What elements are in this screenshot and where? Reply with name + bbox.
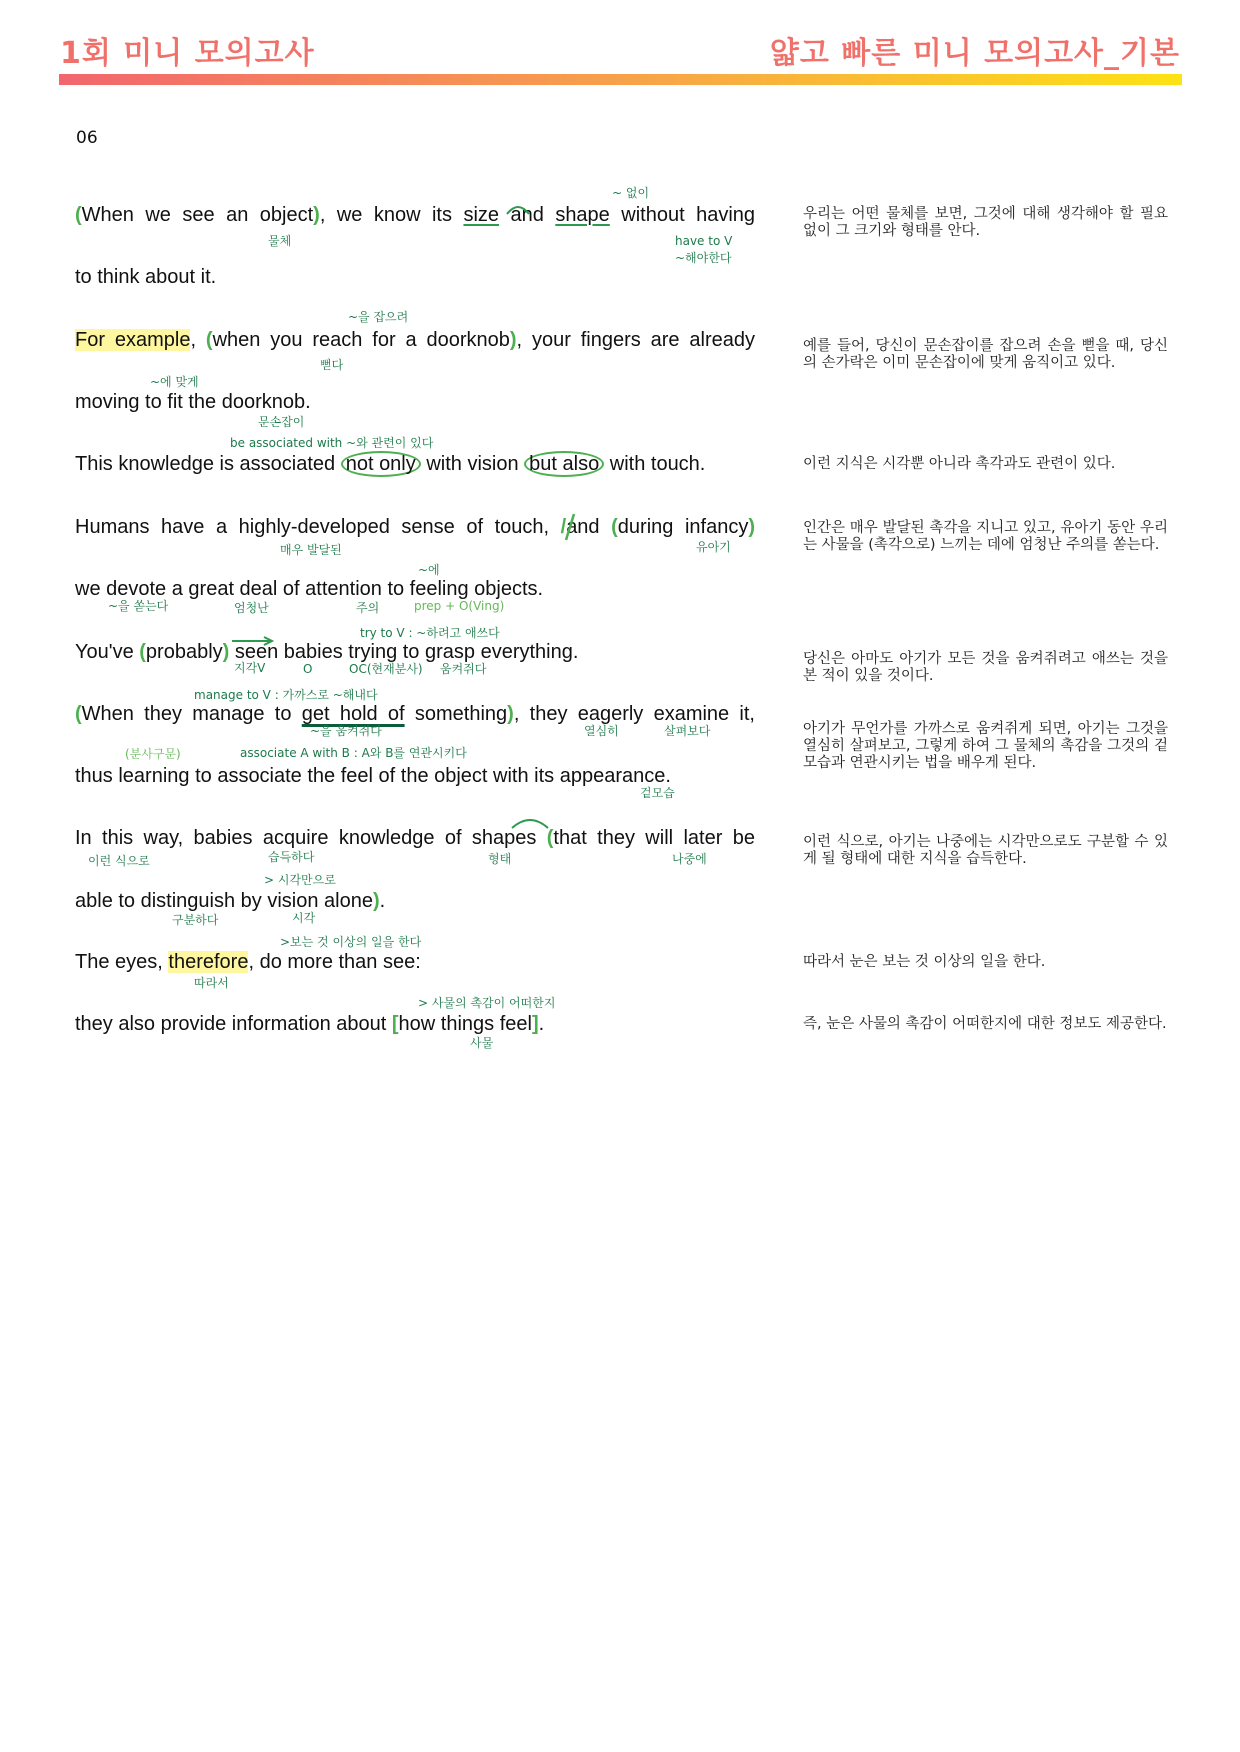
annotation: 매우 발달된 [280, 543, 342, 557]
annotation: have to V [675, 234, 733, 248]
annotation: 주의 [356, 601, 380, 615]
korean-translation-6: 아기가 무언가를 가까스로 움켜쥐게 되면, 아기는 그것을 열심히 살펴보고, 그렇게 하여 그 물체의 촉감을 그것의 겉모습과 연관시키는 법을 배우게 된다. [803, 721, 1168, 771]
annotation: 따라서 [194, 976, 229, 990]
annotation: >보는 것 이상의 일을 한다 [280, 935, 422, 949]
annotation: ~을 잡으려 [348, 310, 409, 324]
annotation: 문손잡이 [258, 415, 305, 429]
korean-translation-3: 이런 지식은 시각뿐 아니라 촉각과도 관련이 있다. [803, 456, 1116, 472]
header-right-title: 얇고 빠른 미니 모의고사_기본 [769, 36, 1180, 71]
sentence-line-2: to think about it. [75, 266, 217, 288]
sentence-line-1: (When we see an object), we know its size and shape without having [75, 204, 756, 226]
sentence-line-12: able to distinguish by vision alone). [75, 890, 386, 912]
annotation: 살펴보다 [664, 724, 711, 738]
annotation: be associated with ~와 관련이 있다 [230, 436, 434, 450]
annotation: manage to V : 가까스로 ~해내다 [194, 688, 378, 702]
annotation: OC(현재분사) [349, 662, 423, 676]
annotation: ~ 없이 [612, 186, 650, 200]
korean-translation-2: 예를 들어, 당신이 문손잡이를 잡으려 손을 뻗을 때, 당신의 손가락은 이미 문손잡이에 맞게 움직이고 있다. [803, 338, 1168, 371]
annotation: ~에 맞게 [150, 375, 199, 389]
sentence-line-7: we devote a great deal of attention to feeling objects. [75, 578, 544, 600]
korean-translation-4: 인간은 매우 발달된 촉각을 지니고 있고, 유아기 동안 우리는 사물을 (촉각으로) 느끼는 데에 엄청난 주의를 쏟는다. [803, 520, 1168, 553]
annotation: 유아기 [696, 540, 731, 554]
annotation: try to V : ~하려고 애쓰다 [360, 626, 500, 640]
annotation: 구분하다 [172, 913, 219, 927]
annotation: 뻗다 [320, 358, 344, 372]
annotation: 습득하다 [268, 850, 315, 864]
header-left-title: 1회 미니 모의고사 [60, 36, 315, 71]
sentence-line-13: The eyes, therefore, do more than see: [75, 951, 421, 973]
annotation: (분사구문) [125, 747, 181, 761]
annotation: O [303, 662, 313, 676]
sentence-line-5: This knowledge is associated not only with vision but also with touch. [75, 453, 706, 475]
annotation: 나중에 [672, 852, 707, 866]
annotation: 이런 식으로 [88, 854, 150, 868]
annotation: 물체 [268, 234, 292, 248]
korean-translation-1: 우리는 어떤 물체를 보면, 그것에 대해 생각해야 할 필요 없이 그 크기와 형태를 안다. [803, 206, 1168, 239]
annotation: associate A with B : A와 B를 연관시키다 [240, 746, 467, 760]
header-gradient-bar [59, 74, 1182, 85]
sentence-line-6: Humans have a highly-developed sense of touch, /and (during infancy) [75, 516, 755, 538]
sentence-line-10: thus learning to associate the feel of the object with its appearance. [75, 765, 671, 787]
korean-translation-5: 당신은 아마도 아기가 모든 것을 움켜쥐려고 애쓰는 것을 본 적이 있을 것이다. [803, 651, 1168, 684]
sentence-line-3: For example, (when you reach for a doorknob), your fingers are already [75, 329, 755, 351]
annotation: 겉모습 [640, 786, 675, 800]
question-number: 06 [76, 128, 98, 148]
sentence-line-11: In this way, babies acquire knowledge of shapes (that they will later be [75, 827, 755, 849]
annotation: 시각 [292, 911, 316, 925]
annotation: 엄청난 [234, 601, 269, 615]
annotation: > 사물의 촉감이 어떠한지 [418, 996, 556, 1010]
annotation: 열심히 [584, 724, 619, 738]
annotation: 사물 [470, 1036, 494, 1050]
annotation: prep + O(Ving) [414, 599, 505, 613]
sentence-line-8: You've (probably) seen babies trying to grasp everything. [75, 641, 579, 663]
annotation: ~을 쏟는다 [108, 599, 169, 613]
annotation: ~해야한다 [675, 251, 732, 265]
sentence-line-4: moving to fit the doorknob. [75, 391, 311, 413]
annotation: 형태 [488, 852, 512, 866]
annotation: ~에 [418, 563, 440, 577]
annotation: 움켜쥐다 [440, 662, 487, 676]
annotation: > 시각만으로 [264, 873, 336, 887]
korean-translation-7: 이런 식으로, 아기는 나중에는 시각만으로도 구분할 수 있게 될 형태에 대한 지식을 습득한다. [803, 834, 1168, 867]
sentence-line-9: (When they manage to get hold of something), they eagerly examine it, [75, 703, 755, 725]
korean-translation-9: 즉, 눈은 사물의 촉감이 어떠한지에 대한 정보도 제공한다. [803, 1016, 1167, 1032]
annotation: 지각V [234, 661, 266, 675]
sentence-line-14: they also provide information about [how things feel]. [75, 1013, 545, 1035]
annotation: ~을 움켜쥐다 [310, 724, 382, 738]
korean-translation-8: 따라서 눈은 보는 것 이상의 일을 한다. [803, 954, 1046, 970]
